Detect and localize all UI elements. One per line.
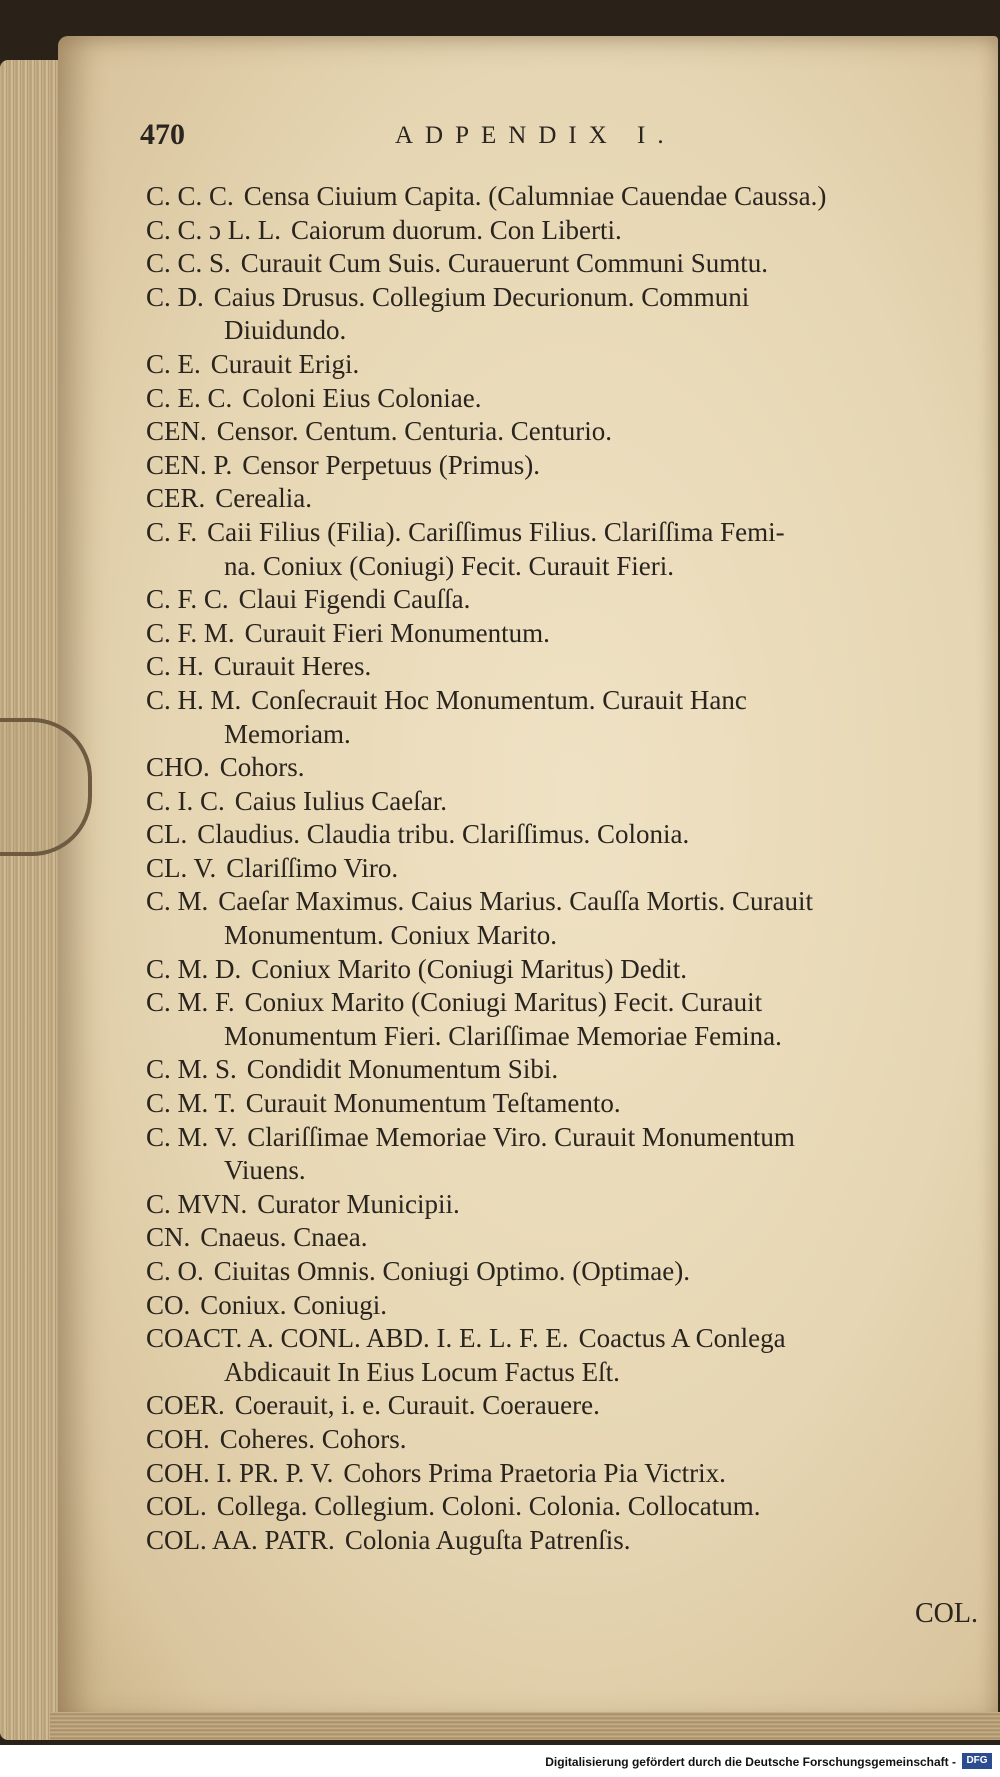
entry-abbreviation: C. E. [146,348,201,379]
entry-expansion: Caii Filius (Filia). Cariſſimus Filius. Clariſſima Femi- [207,516,785,547]
entry-continuation: Abdicauit In Eius Locum Factus Eſt. [224,1356,620,1387]
entry-abbreviation: CL. V. [146,852,217,883]
abbreviation-list [146,180,986,1557]
entry-abbreviation: COH. I. PR. P. V. [146,1457,334,1488]
entry-expansion: Coniux. Coniugi. [200,1289,388,1320]
entry-abbreviation: C. I. C. [146,785,225,816]
entry-abbreviation: COACT. A. CONL. ABD. I. E. L. F. E. [146,1323,569,1354]
entry-abbreviation: C. MVN. [146,1188,248,1219]
entry-abbreviation: CO. [146,1289,191,1320]
entry-expansion: Curauit Heres. [213,651,372,682]
list-item [146,1457,986,1491]
list-item [146,1087,986,1121]
entry-expansion: Caiorum duorum. Con Liberti. [291,214,622,245]
list-item [146,449,986,483]
entry-expansion: Curauit Fieri Monumentum. [244,617,550,648]
entry-abbreviation: C. D. [146,281,204,312]
list-item [146,852,986,886]
entry-abbreviation: CHO. [146,752,210,783]
list-item [146,1188,986,1222]
footer-credit: Digitalisierung gefördert durch die Deutsche Forschungsgemeinschaft - [545,1755,956,1769]
entry-expansion: Claudius. Claudia tribu. Clariſſimus. Colonia. [197,819,690,850]
list-item [146,1289,986,1323]
entry-expansion: Coniux Marito (Coniugi Maritus) Fecit. Curauit [244,987,763,1018]
list-item [146,382,986,416]
entry-expansion: Cerealia. [215,483,312,514]
entry-expansion: Cohors Prima Praetoria Pia Victrix. [343,1457,726,1488]
entry-expansion: Clariſſimae Memoriae Viro. Curauit Monumentum [247,1121,795,1152]
list-item [146,1389,986,1423]
list-item [146,1121,986,1155]
list-item [146,953,986,987]
list-item [146,482,986,516]
list-item [146,1524,986,1558]
entry-continuation: Diuidundo. [224,315,347,346]
entry-expansion: Ciuitas Omnis. Coniugi Optimo. (Optimae). [213,1256,690,1286]
entry-abbreviation: C. M. [146,886,209,917]
list-item [146,583,986,617]
entry-expansion: Clariſſimo Viro. [226,852,399,883]
entry-expansion: Censor. Centum. Centuria. Centurio. [216,416,612,447]
entry-abbreviation: C. C. S. [146,248,231,279]
entry-abbreviation: COL. [146,1491,207,1522]
entry-continuation: na. Coniux (Coniugi) Fecit. Curauit Fieri. [224,550,674,581]
entry-continuation: Viuens. [224,1155,306,1186]
entry-abbreviation: C. C. ɔ L. L. [146,214,281,245]
list-item [146,785,986,819]
entry-expansion: Colonia Auguſta Patrenſis. [344,1524,631,1555]
entry-expansion: Cohors. [219,752,305,783]
entry-abbreviation: CEN. P. [146,449,233,480]
entry-expansion: Collega. Collegium. Coloni. Colonia. Collocatum. [216,1491,761,1522]
entry-abbreviation: C. E. C. [146,382,233,413]
entry-expansion: Claui Figendi Cauſſa. [238,584,471,615]
list-item [146,1322,986,1356]
entry-expansion: Curator Municipii. [257,1188,460,1219]
list-item [146,684,986,718]
entry-abbreviation: C. F. M. [146,617,235,648]
entry-continuation: Monumentum. Coniux Marito. [224,920,557,951]
catchword: COL. [915,1598,978,1629]
entry-expansion: Censor Perpetuus (Primus). [242,449,541,480]
entry-abbreviation: COER. [146,1390,225,1421]
entry-abbreviation: C. M. V. [146,1121,238,1152]
entry-abbreviation: CER. [146,483,206,514]
entry-expansion: Caius Drusus. Collegium Decurionum. Communi [213,281,750,312]
list-item [146,348,986,382]
list-item [146,617,986,651]
entry-abbreviation: COH. [146,1423,210,1454]
entry-abbreviation: C. F. C. [146,584,229,615]
entry-expansion: Condidit Monumentum Sibi. [246,1054,559,1085]
page-header [140,118,940,158]
entry-abbreviation: C. F. [146,516,198,547]
entry-expansion: Caeſar Maximus. Caius Marius. Cauſſa Mortis. Curauit [218,886,813,917]
list-item [146,1490,986,1524]
entry-abbreviation: C. M. S. [146,1054,237,1085]
list-item [146,516,986,550]
list-item [146,1423,986,1457]
entry-abbreviation: CN. [146,1222,191,1253]
entry-expansion: Coheres. Cohors. [219,1423,407,1454]
list-item [146,650,986,684]
entry-abbreviation: C. M. T. [146,1088,236,1119]
list-item [146,214,986,248]
page-bottom-edges [50,1712,1000,1740]
entry-abbreviation: C. M. D. [146,953,242,984]
list-item [146,247,986,281]
entry-abbreviation: C. M. F. [146,987,235,1018]
entry-continuation: Monumentum Fieri. Clariſſimae Memoriae Femina. [224,1020,782,1051]
list-item [146,986,986,1020]
entry-abbreviation: CEN. [146,416,207,447]
entry-abbreviation: COL. AA. PATR. [146,1524,335,1555]
page-number: 470 [140,118,185,151]
entry-expansion: Censa Ciuium Capita. (Calumniae Cauendae Caussa.) [243,181,827,211]
list-item [146,751,986,785]
entry-abbreviation: C. O. [146,1256,204,1286]
entry-expansion: Curauit Erigi. [210,348,360,379]
entry-abbreviation: C. H. M. [146,684,242,715]
list-item [146,180,986,214]
list-item [146,818,986,852]
list-item [146,1053,986,1087]
entry-abbreviation: C. H. [146,651,204,682]
entry-expansion: Curauit Monumentum Teſtamento. [245,1088,621,1119]
entry-abbreviation: C. C. C. [146,181,234,211]
entry-expansion: Conſecrauit Hoc Monumentum. Curauit Hanc [251,684,747,715]
list-item [146,885,986,919]
entry-expansion: Curauit Cum Suis. Curauerunt Communi Sumtu. [240,248,769,279]
entry-expansion: Coniux Marito (Coniugi Maritus) Dedit. [251,953,687,984]
dfg-logo: DFG [962,1753,992,1769]
entry-expansion: Cnaeus. Cnaea. [200,1222,368,1253]
list-item [146,281,986,315]
entry-expansion: Coerauit, i. e. Curauit. Coerauere. [234,1390,600,1421]
list-item [146,415,986,449]
entry-expansion: Coactus A Conlega [578,1323,786,1354]
list-item [146,1221,986,1255]
entry-abbreviation: CL. [146,819,188,850]
entry-expansion: Caius Iulius Caeſar. [234,785,447,816]
entry-expansion: Coloni Eius Coloniae. [242,382,482,413]
running-title: ADPENDIX I. [395,122,676,149]
entry-continuation: Memoriam. [224,718,351,749]
list-item [146,1255,986,1289]
